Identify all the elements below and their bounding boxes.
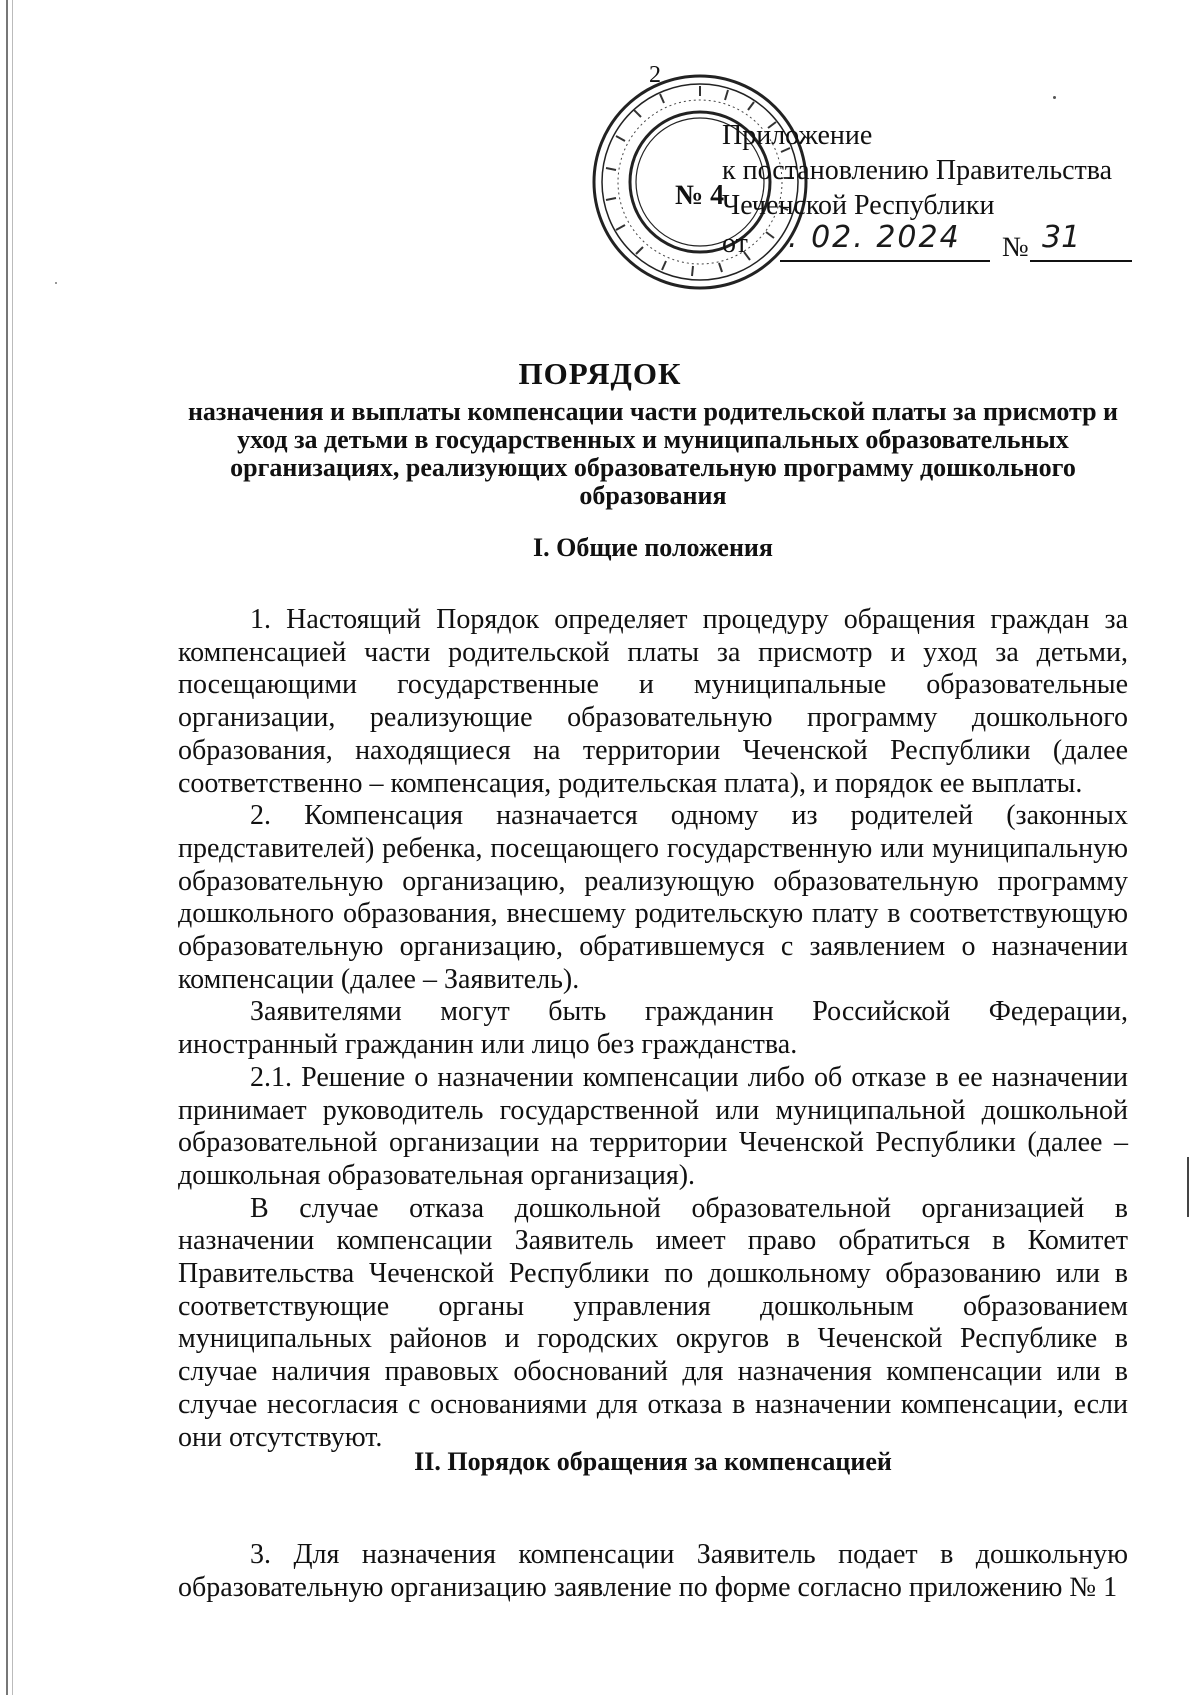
paragraph: 1. Настоящий Порядок определяет процедуру обращения граждан за компенсацией части родительской платы за присмотр и уход за детьми, посещающими государственные и муниципальные образовательные организации, реализующие образовательную программу дошкольного образования, находящиеся на территории Чеченской Республики (далее соответственно – компенсация, родительская плата), и порядок ее выплаты. (178, 604, 1128, 799)
handwritten-date: . 02. 2024 (788, 220, 961, 255)
scan-edge-line (12, 0, 13, 1695)
seal-number: № 4 (675, 180, 725, 211)
number-label: № (1002, 232, 1029, 263)
paragraph: 3. Для назначения компенсации Заявитель подает в дошкольную образовательную организацию заявление по форме согласно приложению № 1 (178, 1539, 1128, 1603)
handwritten-number: 31 (1042, 220, 1081, 255)
approval-block (722, 118, 1112, 223)
scan-edge-line (6, 0, 8, 1695)
page-number: 2 (649, 62, 661, 88)
approval-decree: к постановлению Правительства (722, 155, 1113, 186)
section-body (178, 1539, 1128, 1604)
date-underline (780, 260, 990, 262)
scan-edge-mark (1187, 1157, 1189, 1217)
section-body (178, 604, 1128, 1454)
paragraph: 2.1. Решение о назначении компенсации либо об отказе в ее назначении принимает руководитель государственной или муниципальной дошкольной образовательной организации на территории Чеченской Республики (далее – дошкольная образовательная организация). (178, 1061, 1128, 1191)
approval-heading: Приложение (722, 120, 873, 151)
approval-date-row (722, 222, 1132, 264)
paragraph: Заявителями могут быть гражданин Российской Федерации, иностранный гражданин или лицо без гражданства. (178, 996, 1128, 1061)
scan-speck (55, 282, 57, 284)
paragraph: 2. Компенсация назначается одному из родителей (законных представителей) ребенка, посещающего государственную или муниципальную образовательную организацию, реализующую образовательную программу дошкольного образования, внесшему родительскую плату в соответствующую образовательную организацию, обратившемуся с заявлением о назначении компенсации (далее – Заявитель). (178, 800, 1128, 995)
document-subtitle: назначения и выплаты компенсации части родительской платы за присмотр и уход за детьми в государственных и муниципальных образовательных организациях, реализующих образовательную программу дошкольного образования (187, 397, 1119, 510)
approval-authority: Чеченской Республики (722, 190, 995, 221)
number-underline (1030, 260, 1132, 262)
paragraph: В случае отказа дошкольной образовательной организацией в назначении компенсации Заявитель имеет право обратиться в Комитет Правительства Чеченской Республики по дошкольному образованию или в соответствующие органы управления дошкольным образованием муниципальных районов и городских округов в Чеченской Республике в случае наличия правовых обоснований для назначения компенсации или в случае несогласия с основаниями для отказа в назначении компенсации, если они отсутствуют. (178, 1192, 1128, 1453)
date-prefix: от (722, 228, 748, 259)
section-heading: I. Общие положения (533, 533, 773, 562)
document-title: ПОРЯДОК (518, 356, 682, 391)
section-heading: II. Порядок обращения за компенсацией (414, 1447, 892, 1476)
scan-speck (1053, 96, 1056, 99)
